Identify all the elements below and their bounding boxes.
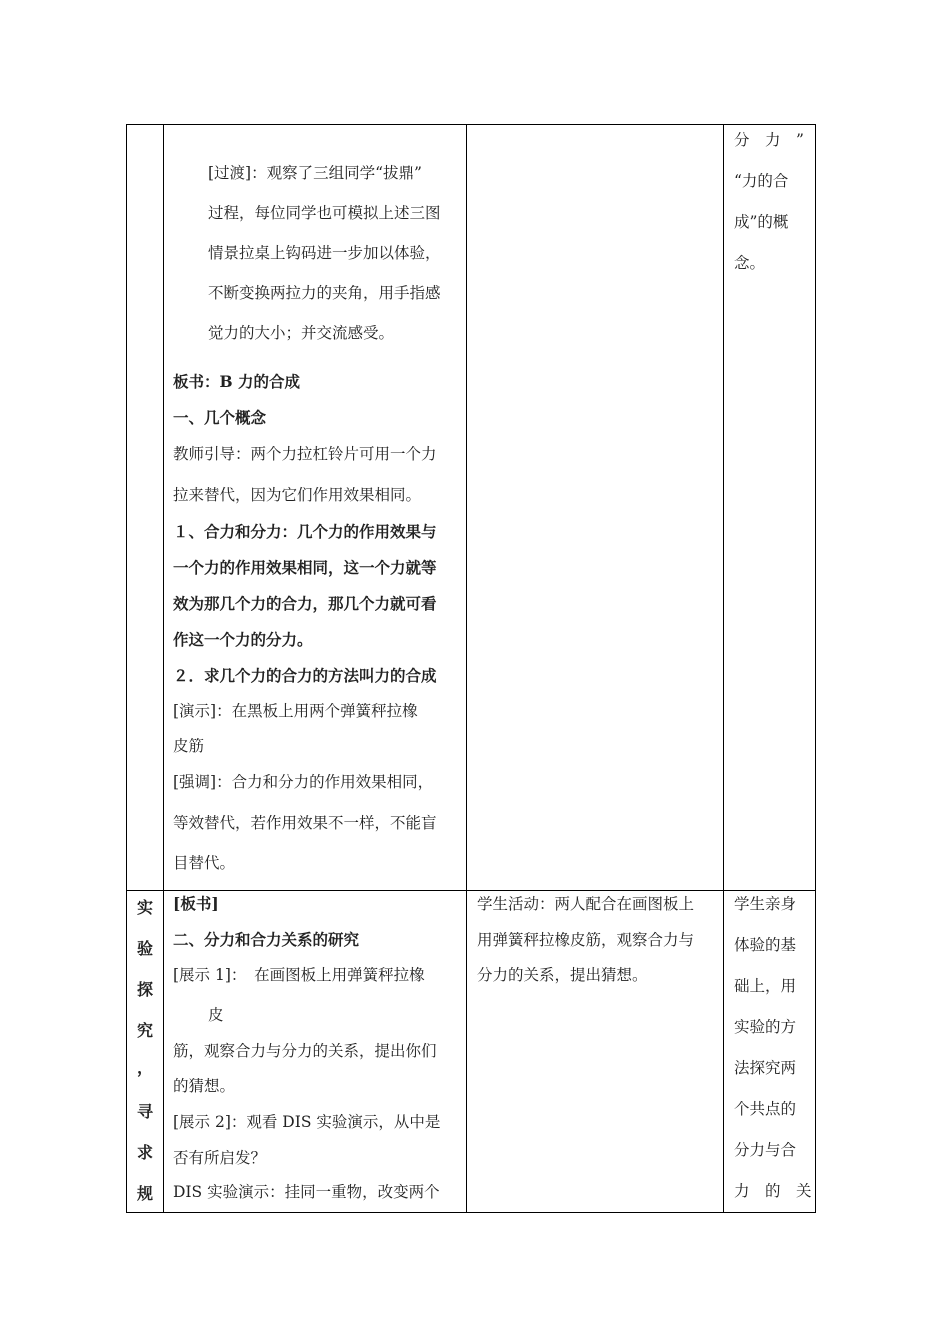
- show1-line-4: 的猜想。: [173, 1077, 236, 1095]
- teacher-guide-line-2: 拉来替代，因为它们作用效果相同。: [173, 486, 422, 504]
- row1-intent-cell: [724, 125, 816, 890]
- board-heading: 板书：B 力的合成: [173, 372, 300, 391]
- emphasis-line-2: 等效替代，若作用效果不一样，不能盲: [173, 814, 437, 832]
- show2-line-1: [展示 2]：观看 DIS 实验演示，从中是: [173, 1113, 441, 1131]
- definition-line-3: 效为那几个力的合力，那几个力就可看: [173, 594, 437, 613]
- show1-line-3: 筋，观察合力与分力的关系，提出你们: [173, 1042, 437, 1060]
- intent-line-2: “力的合: [734, 172, 789, 190]
- row2-teaching-cell: [164, 891, 466, 1213]
- stage-char: 寻: [136, 1102, 153, 1121]
- intent-line-1: 分 力 ”: [734, 131, 804, 149]
- demo-line-1: [演示]：在黑板上用两个弹簧秤拉橡: [173, 702, 418, 720]
- show2-line-2: 否有所启发？: [173, 1149, 267, 1167]
- intent2-line: 实验的方: [734, 1018, 797, 1036]
- stage-label-cell: [127, 891, 163, 1213]
- teacher-guide-line-1: 教师引导：两个力拉杠铃片可用一个力: [173, 445, 437, 463]
- stage-char: 求: [136, 1143, 153, 1162]
- transition-line-1: [过渡]：观察了三组同学“拔鼎”: [208, 164, 422, 182]
- stage-char: 实: [136, 898, 153, 917]
- transition-line-5: 觉力的大小；并交流感受。: [208, 324, 395, 342]
- student-line-3: 分力的关系，提出猜想。: [477, 966, 648, 984]
- intent2-line: 础上，用: [734, 977, 797, 995]
- method-line: ２．求几个力的合力的方法叫力的合成: [173, 666, 437, 685]
- row1-teaching-cell: [164, 125, 466, 890]
- intent-line-3: 成”的概: [734, 213, 789, 231]
- show1-line-2: 皮: [208, 1006, 224, 1024]
- intent2-line: 体验的基: [734, 936, 797, 954]
- section-heading: 一、几个概念: [173, 408, 267, 427]
- emphasis-line-3: 目替代。: [173, 854, 236, 872]
- intent-line-4: 念。: [734, 254, 766, 272]
- student-line-1: 学生活动：两人配合在画图板上: [477, 895, 695, 913]
- emphasis-line-1: [强调]：合力和分力的作用效果相同，: [173, 773, 434, 791]
- dis-demo-line: DIS 实验演示：挂同一重物，改变两个: [173, 1183, 440, 1201]
- stage-char: 验: [136, 939, 153, 958]
- definition-line-4: 作这一个力的分力。: [173, 630, 313, 649]
- stage-char: ，: [136, 1058, 153, 1077]
- intent2-line: 个共点的: [734, 1100, 797, 1118]
- intent2-line: 学生亲身: [734, 895, 797, 913]
- lesson-plan-table: [126, 124, 816, 1213]
- stage-char: 探: [136, 980, 153, 999]
- row2-intent-cell: [724, 891, 816, 1213]
- demo-line-2: 皮筋: [173, 737, 205, 755]
- intent2-line: 力 的 关: [734, 1182, 812, 1200]
- definition-line-1: １、合力和分力：几个力的作用效果与: [173, 522, 437, 541]
- transition-line-3: 情景拉桌上钩码进一步加以体验，: [208, 244, 441, 262]
- section-heading-2: 二、分力和合力关系的研究: [173, 930, 360, 949]
- row2-student-cell: [467, 891, 723, 1213]
- board-label: [板书]: [173, 894, 219, 913]
- transition-line-4: 不断变换两拉力的夹角，用手指感: [208, 284, 441, 302]
- student-line-2: 用弹簧秤拉橡皮筋，观察合力与: [477, 931, 695, 949]
- intent2-line: 分力与合: [734, 1141, 797, 1159]
- stage-char: 究: [136, 1021, 153, 1040]
- transition-line-2: 过程，每位同学也可模拟上述三图: [208, 204, 441, 222]
- intent2-line: 法探究两: [734, 1059, 797, 1077]
- stage-char: 规: [136, 1184, 153, 1203]
- show1-line-1: [展示 1]： 在画图板上用弹簧秤拉橡: [173, 966, 425, 984]
- definition-line-2: 一个力的作用效果相同，这一个力就等: [173, 558, 437, 577]
